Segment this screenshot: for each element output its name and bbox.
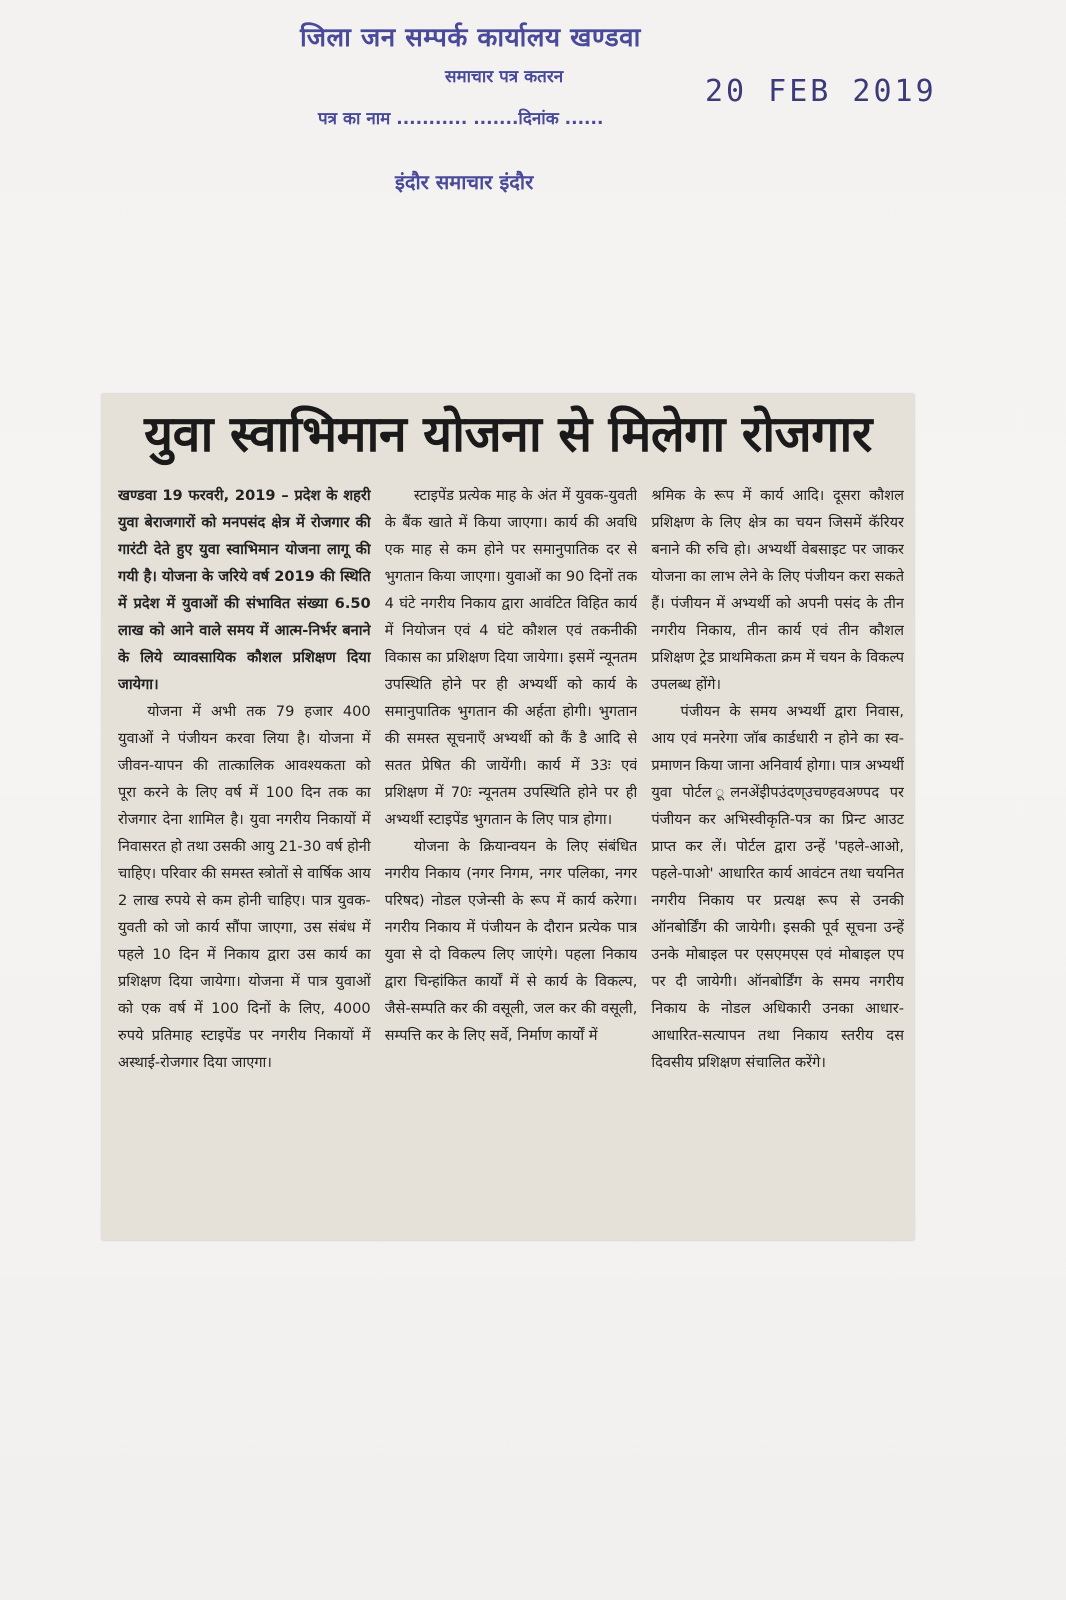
- article-paragraph: पंजीयन के समय अभ्यर्थी द्वारा निवास, आय एवं मनरेगा जॉब कार्डधारी न होने का स्व-प्रमाणन किया जाना अनिवार्य होगा। पात्र अभ्यर्थी युवा पोर्टल ूलनअेंइीपउंदण्उचण्हवअण्पद पर पंजीयन कर अभिस्वीकृति-पत्र का प्रिन्ट आउट प्राप्त कर लें। पोर्टल द्वारा उन्हें 'पहले-आओ, पहले-पाओ' आधारित कार्य आवंटन तथा चयनित नगरीय निकाय पर प्रत्यक्ष रूप से उनकी ऑनबोर्डिंग की जायेगी। इसकी पूर्व सूचना उन्हें उनके मोबाइल पर एसएमएस एवं मोबाइल एप पर दी जायेगी। ऑनबोर्डिंग के समय नगरीय निकाय के नोडल अधिकारी उनका आधार-आधारित-सत्यापन तथा निकाय स्तरीय दस दिवसीय प्रशिक्षण संचालित करेंगे।: [651, 703, 905, 1071]
- article-columns: [118, 482, 904, 1232]
- date-stamp: 20 FEB 2019: [705, 74, 937, 109]
- article-lead-paragraph: खण्डवा 19 फरवरी, 2019 – प्रदेश के शहरी युवा बेराजगारों को मनपसंद क्षेत्र में रोजगार की गारंटी देते हुए युवा स्वाभिमान योजना लागू की गयी है। योजना के जरिये वर्ष 2019 की स्थिति में प्रदेश में युवाओं की संभावित संख्या 6.50 लाख को आने वाले समय में आत्म-निर्भर बनाने के लिये व्यावसायिक कौशल प्रशिक्षण दिया जायेगा।: [118, 487, 371, 693]
- article-paragraph: श्रमिक के रूप में कार्य आदि। दूसरा कौशल प्रशिक्षण के लिए क्षेत्र का चयन जिसमें कॅरियर बनाने की रुचि हो। अभ्यर्थी वेबसाइट पर जाकर योजना का लाभ लेने के लिए पंजीयन करा सकते हैं। पंजीयन में अभ्यर्थी को अपनी पसंद के तीन नगरीय निकाय, तीन कार्य एवं तीन कौशल प्रशिक्षण ट्रेड प्राथमिकता क्रम में चयन के विकल्प उपलब्ध होंगे।: [651, 487, 905, 693]
- article-column-1: [118, 482, 371, 1232]
- article-headline: युवा स्वाभिमान योजना से मिलेगा रोजगार: [144, 405, 872, 463]
- article-column-3: [651, 482, 904, 1232]
- clipping-label: समाचार पत्र कतरन: [445, 67, 564, 87]
- newspaper-name: इंदौर समाचार इंदौर: [395, 170, 534, 194]
- office-stamp: जिला जन सम्पर्क कार्यालय खण्डवा: [300, 23, 641, 53]
- name-date-line: पत्र का नाम ........... .......दिनांक ......: [318, 109, 604, 129]
- newspaper-clipping: [102, 394, 914, 1240]
- article-paragraph: स्टाइपेंड प्रत्येक माह के अंत में युवक-युवती के बैंक खाते में किया जाएगा। कार्य की अवधि एक माह से कम होने पर समानुपातिक दर से भुगतान किया जाएगा। युवाओं का 90 दिनों तक 4 घंटे नगरीय निकाय द्वारा आवंटित विहित कार्य में नियोजन एवं 4 घंटे कौशल एवं तकनीकी विकास का प्रशिक्षण दिया जायेगा। इसमें न्यूनतम उपस्थिति होने पर ही अभ्यर्थी को कार्य के समानुपातिक भुगतान की अर्हता होगी। भुगतान की समस्त सूचनाएँ अभ्यर्थी को कैं डै आदि से सतत प्रेषित की जायेंगी। कार्य में 33ः एवं प्रशिक्षण में 70ः न्यूनतम उपस्थिति होने पर ही अभ्यर्थी स्टाइपेंड भुगतान के लिए पात्र होगा।: [384, 487, 638, 828]
- article-paragraph: योजना के क्रियान्वयन के लिए संबंधित नगरीय निकाय (नगर निगम, नगर पलिका, नगर परिषद) नोडल एजेन्सी के रूप में कार्य करेगा। नगरीय निकाय में पंजीयन के दौरान प्रत्येक पात्र युवा से दो विकल्प लिए जाएंगे। पहला निकाय द्वारा चिन्हांकित कार्यों में से कार्य के विकल्प, जैसे-सम्पति कर की वसूली, जल कर की वसूली, सम्पत्ति कर के लिए सर्वे, निर्माण कार्यों में: [384, 838, 638, 1044]
- article-paragraph: योजना में अभी तक 79 हजार 400 युवाओं ने पंजीयन करवा लिया है। योजना में जीवन-यापन की तात्कालिक आवश्यकता को पूरा करने के लिए वर्ष में 100 दिन तक का रोजगार देना शामिल है। युवा नगरीय निकायों में निवासरत हो तथा उसकी आयु 21-30 वर्ष होनी चाहिए। परिवार की समस्त स्त्रोतों से वार्षिक आय 2 लाख रुपये से कम होनी चाहिए। पात्र युवक-युवती को जो कार्य सौंपा जाएगा, उस संबंध में पहले 10 दिन में निकाय द्वारा उस कार्य का प्रशिक्षण दिया जायेगा। योजना में पात्र युवाओं को एक वर्ष में 100 दिनों के लिए, 4000 रुपये प्रतिमाह स्टाइपेंड पर नगरीय निकायों में अस्थाई-रोजगार दिया जाएगा।: [118, 703, 371, 1071]
- article-column-2: [385, 482, 638, 1232]
